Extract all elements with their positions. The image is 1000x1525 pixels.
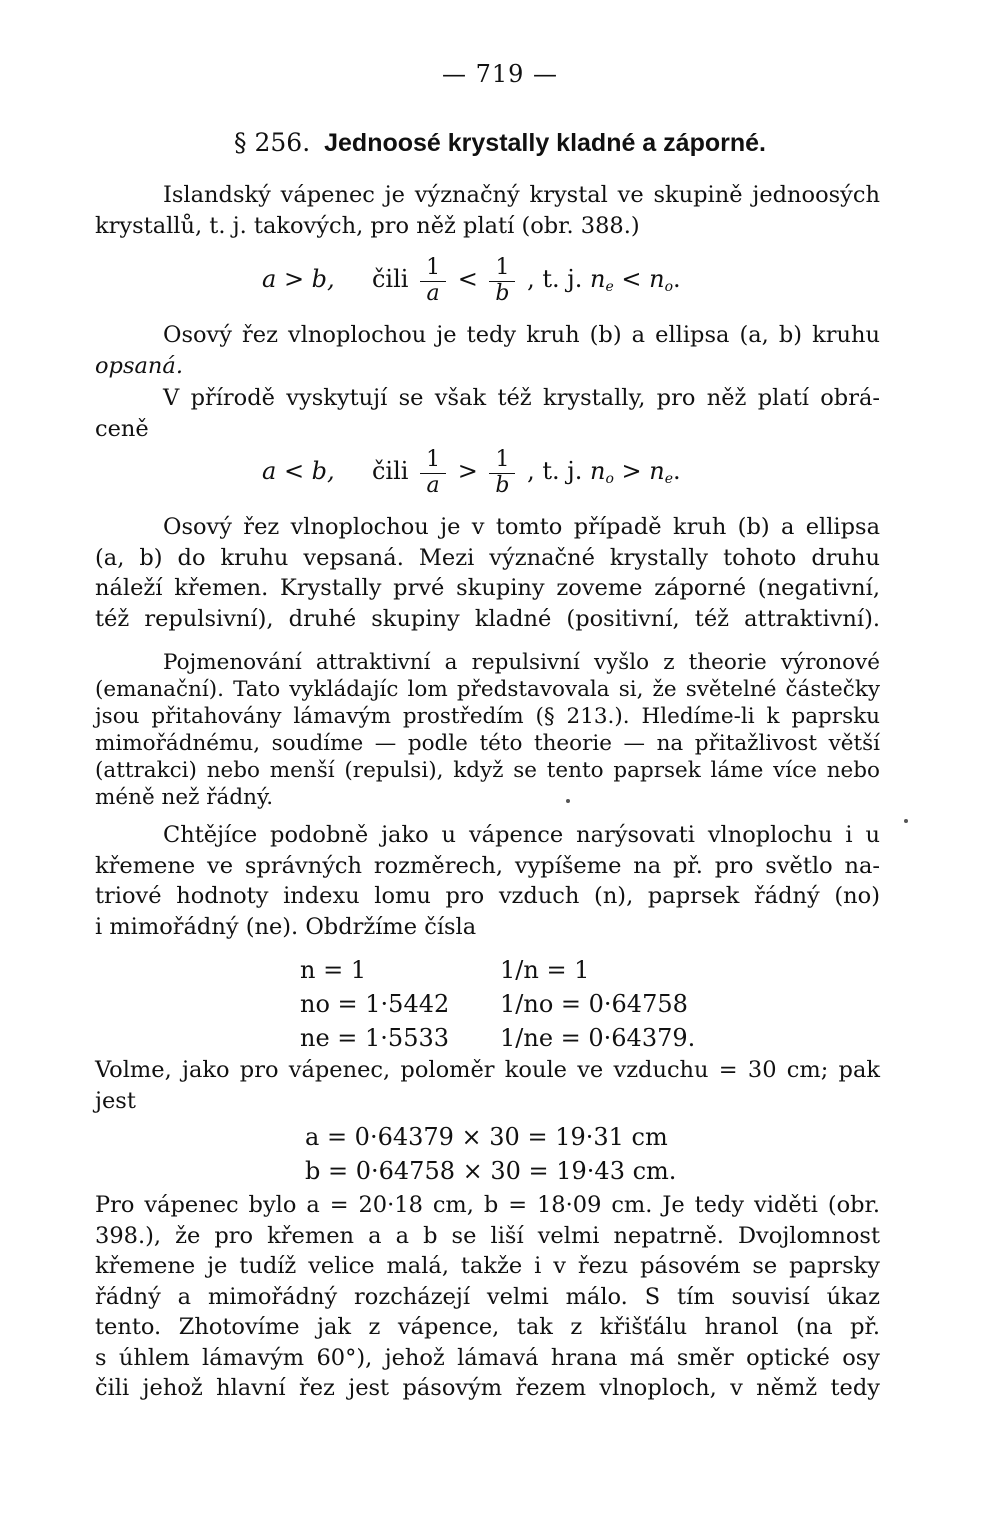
table-cell: 1/no = 0·64758 [500,990,688,1018]
formula-lhs: a > b, [262,265,335,293]
text-line: jsou přitahovány lámavým prostředím (§ 213.). Hledíme-li k paprsku [95,704,880,729]
text-line: 398.), že pro křemen a a b se liší velmi nepatrně. Dvojlomnost [95,1222,880,1249]
section-heading [0,128,1000,158]
paragraph-6 [95,820,880,942]
text-line: Chtějíce podobně jako u vápence narýsovati vlnoplochu i u [163,822,880,848]
text-line: řádný a mimořádný rozcházejí velmi málo. S tím souvisí úkaz [95,1283,880,1310]
table-row [300,987,720,1021]
paragraph-4 [95,512,880,634]
formula-2: a < b, čili $\frac{1}{a}$ > $\frac{1}{b}$ , t. j. $n_o > n_e$. [262,447,681,498]
text-line: Osový řez vlnoplochou je v tomto případě kruh (b) a ellipsa [163,514,880,540]
text-line: méně než řádný. [95,785,274,810]
text-line: tento. Zhotovíme jak z vápence, tak z křišťálu hranol (na př. [95,1314,880,1340]
table-cell: n = 1 [300,956,367,984]
text-line: náleží křemen. Krystally prvé skupiny zoveme záporné (negativní, [95,575,880,601]
text-line: s úhlem lámavým 60°), jehož lámavá hrana má směr optické osy [95,1344,880,1371]
page-number: — 719 — [441,60,559,88]
paragraph-3 [95,383,880,444]
text-line: (emanační). Tato vykládajíc lom představovala si, že světelné částečky [95,677,880,702]
equation-line: b = 0·64758 × 30 = 19·43 cm. [305,1157,677,1185]
text-line: křemene je tudíž velice malá, takže i v řezu pásovém se paprsky [95,1253,880,1279]
paragraph-1 [95,180,880,241]
text-line: ceně [95,415,149,442]
formula-lhs: a < b, [262,457,335,485]
text-line: Islandský vápenec je význačný krystal ve skupině jednoosých [163,182,880,208]
print-speck [566,799,570,803]
table-cell: 1/n = 1 [500,956,590,984]
text-line: Pojmenování attraktivní a repulsivní vyšlo z theorie výronové [163,650,880,675]
paragraph-5 [95,649,880,811]
text-line: Pro vápenec bylo a = 20·18 cm, b = 18·09 cm. Je tedy viděti (obr. [95,1192,880,1218]
text-line: krystallů, t. j. takových, pro něž platí (obr. 388.) [95,212,640,239]
radius-equations [305,1120,725,1188]
paragraph-7 [95,1055,880,1116]
formula-cili: čili [371,457,409,485]
paragraph-8 [95,1190,880,1404]
table-row [300,953,720,987]
equation-line: a = 0·64379 × 30 = 19·31 cm [305,1123,668,1151]
table-cell: no = 1·5442 [300,990,450,1018]
print-speck [904,819,908,823]
text-line: též repulsivní), druhé skupiny kladné (positivní, též attraktivní). [95,605,880,632]
text-line: jest [95,1087,136,1114]
table-cell: ne = 1·5533 [300,1024,450,1052]
text-line: Osový řez vlnoplochou je tedy kruh (b) a ellipsa (a, b) kruhu [163,322,880,348]
text-line: triové hodnoty indexu lomu pro vzduch (n), paprsek řádný (no) [95,883,880,909]
formula-1: a > b, čili $\frac{1}{a}$ < $\frac{1}{b}$ , t. j. $n_e < n_o$. [262,255,681,306]
section-number: § 256. [234,128,311,157]
table-row [300,1021,720,1055]
text-line: opsaná. [95,352,183,379]
text-line: křemene ve správných rozměrech, vypíšeme na př. pro světlo na- [95,852,880,879]
fraction-2-a: $\frac{1}{a}$ [420,447,446,498]
text-line: čili jehož hlavní řez jest pásovým řezem vlnoploch, v němž tedy [95,1375,880,1401]
text-line: V přírodě vyskytují se však též krystally, pro něž platí obrá- [163,385,880,411]
table-cell: 1/ne = 0·64379. [500,1024,696,1052]
text-line: Volme, jako pro vápenec, poloměr koule ve vzduchu = 30 cm; pak [95,1057,880,1083]
text-line: (a, b) do kruhu vepsaná. Mezi význačné krystally tohoto druhu [95,544,880,571]
fraction-1-a: $\frac{1}{a}$ [420,255,446,306]
section-title: Jednoosé krystally kladné a záporné. [324,129,766,157]
text-line: (attrakci) nebo menší (repulsi), když se tento paprsek láme více nebo [95,758,880,783]
text-line: i mimořádný (ne). Obdržíme čísla [95,913,477,940]
fraction-2-b: $\frac{1}{b}$ [489,447,515,498]
text-line: mimořádnému, soudíme — podle této theorie — na přitažlivost větší [95,731,880,756]
paragraph-2 [95,320,880,381]
fraction-1-b: $\frac{1}{b}$ [489,255,515,306]
formula-cili: čili [371,265,409,293]
index-values-table [300,953,720,1055]
